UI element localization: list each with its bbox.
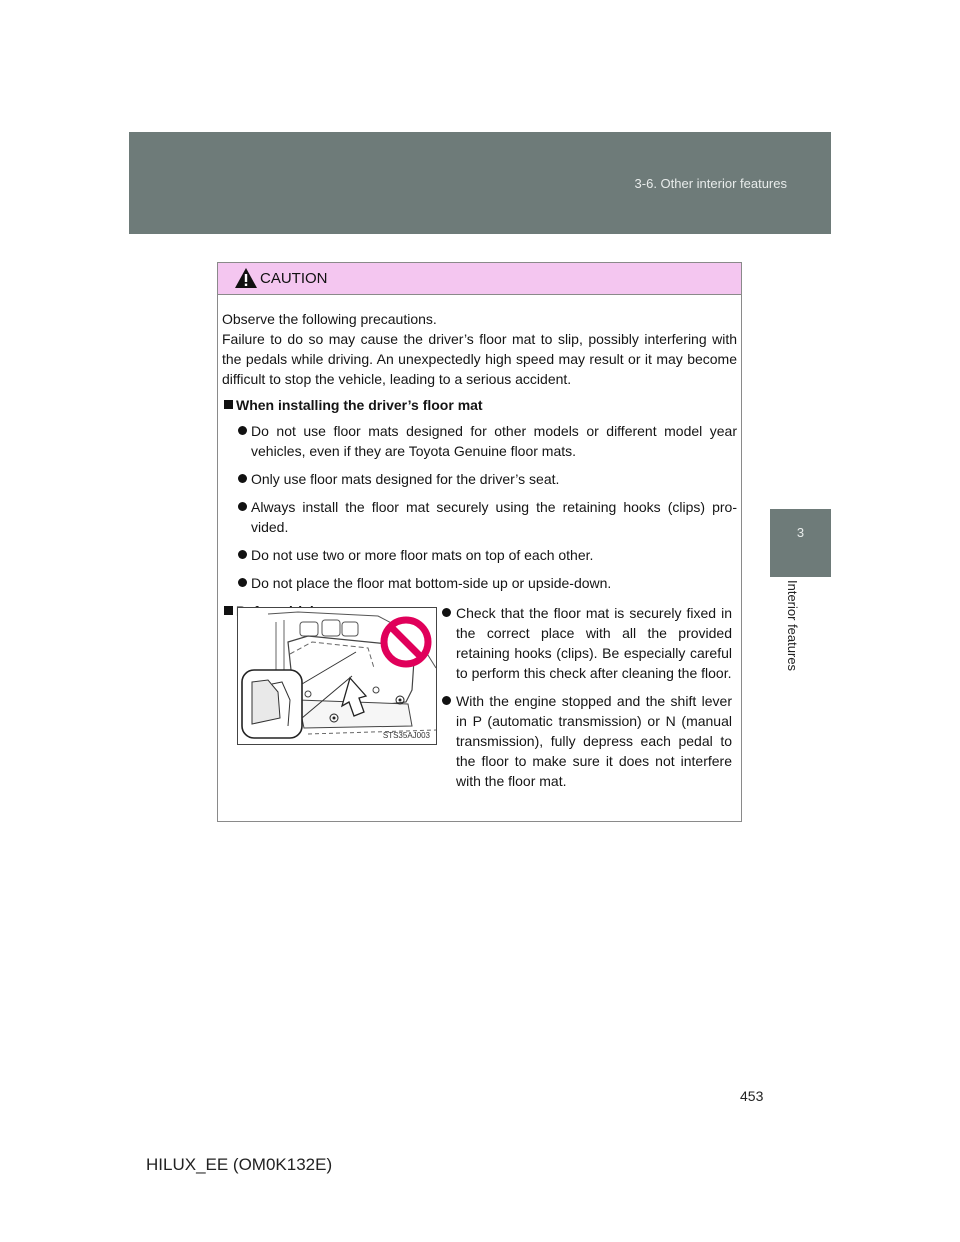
floor-mat-illustration (237, 607, 437, 745)
floor-mat-drawing (238, 608, 437, 745)
page-number: 453 (740, 1088, 764, 1104)
header-band (129, 132, 831, 234)
list-item (440, 603, 732, 683)
caution-title: CAUTION (260, 270, 328, 287)
chapter-label-vertical (785, 580, 812, 690)
bullet-dot-icon (442, 696, 451, 705)
square-bullet-icon (224, 606, 233, 615)
list-item (222, 545, 737, 565)
caution-box (217, 262, 742, 822)
list-item (222, 421, 737, 461)
section-heading-installing (222, 395, 737, 415)
figure-code: STS35AJ003 (382, 731, 430, 740)
bullet-dot-icon (238, 426, 247, 435)
list-item-text: With the engine stopped and the shift lever in P (automatic transmission) or N (manual transmission), fully depress each pedal to the floor to make sure it does not interfere with the floor mat. (456, 693, 732, 789)
caution-header (218, 263, 741, 295)
bullet-dot-icon (238, 578, 247, 587)
chapter-number: 3 (796, 525, 805, 540)
caution-body (218, 295, 741, 621)
list-item (440, 691, 732, 791)
bullet-dot-icon (238, 474, 247, 483)
warning-icon (234, 267, 258, 289)
footer-document-code: HILUX_EE (OM0K132E) (146, 1155, 333, 1174)
square-bullet-icon (224, 400, 233, 409)
intro-line: Observe the following precautions. (222, 311, 437, 327)
list-item (222, 497, 737, 537)
before-driving-bullets (440, 603, 732, 799)
chapter-tab (770, 509, 831, 577)
chapter-label: Interior features (785, 580, 800, 672)
list-item-text: Only use floor mats designed for the driver’s seat. (251, 471, 560, 487)
list-item-text: Do not use floor mats designed for other models or different model year vehicles, even if they are Toyota Genuine floor mats. (251, 423, 737, 459)
bullet-dot-icon (442, 608, 451, 617)
list-item-text: Do not place the floor mat bottom-side up or upside-down. (251, 575, 612, 591)
section-title: 3-6. Other interior features (634, 176, 787, 191)
bullet-dot-icon (238, 502, 247, 511)
bullet-dot-icon (238, 550, 247, 559)
list-item-text: Do not use two or more floor mats on top of each other. (251, 547, 594, 563)
list-item-text: Check that the floor mat is securely fixed in the correct place with all the provided retaining hooks (clips). Be especially careful to perform this check after cleaning the floor. (456, 605, 732, 681)
intro-paragraph: Failure to do so may cause the driver’s floor mat to slip, possibly interfering with the pedals while driving. An unexpectedly high speed may result or it may become difficult to stop the vehicle, leading to a serious accident. (222, 331, 737, 387)
heading-text: When installing the driver’s floor mat (236, 397, 483, 413)
list-item (222, 469, 737, 489)
list-item (222, 573, 737, 593)
list-item-text: Always install the floor mat securely using the retaining hooks (clips) pro-vided. (251, 499, 737, 535)
